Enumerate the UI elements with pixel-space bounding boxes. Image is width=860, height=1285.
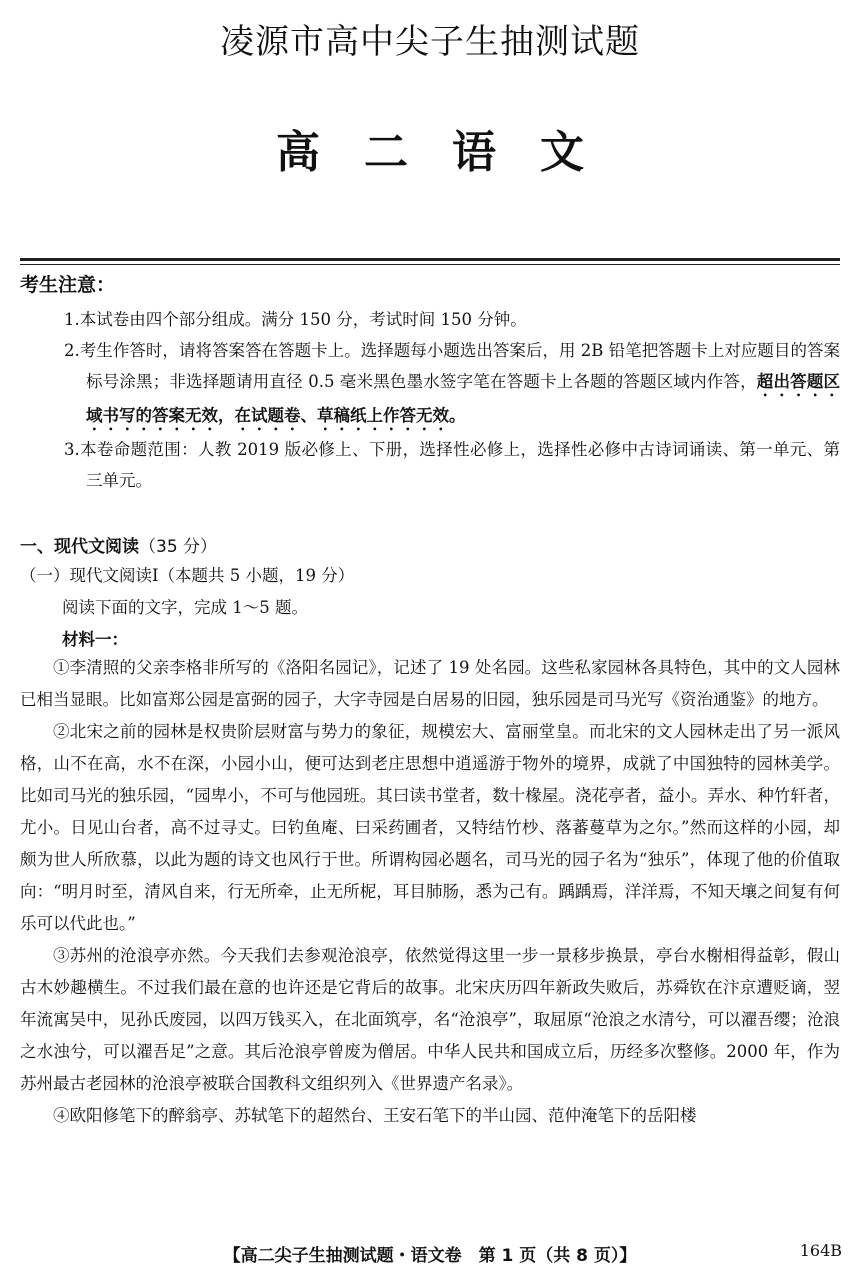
header-divider-thin — [20, 264, 840, 265]
section-heading-score: （35 分） — [139, 537, 218, 557]
reading-instruction: 阅读下面的文字，完成 1～5 题。 — [62, 598, 308, 617]
paragraph-1: ①李清照的父亲李格非所写的《洛阳名园记》，记述了 19 处名园。这些私家园林各具特色，其中的文人园林已相当显眼。比如富郑公园是富弼的园子，大字寺园是白居易的旧园，独乐园是司马光写《资治通鉴》的地方。 — [20, 658, 840, 709]
notice-item-2 — [20, 335, 840, 434]
notice-item-1: 1.本试卷由四个部分组成。满分 150 分，考试时间 150 分钟。 — [64, 310, 527, 329]
material-label: 材料一： — [62, 630, 128, 649]
sub-section-heading: （一）现代文阅读Ⅰ（本题共 5 小题，19 分） — [20, 566, 355, 585]
exam-title: 凌源市高中尖子生抽测试题 — [220, 22, 640, 62]
paper-code: 164B — [799, 1241, 842, 1260]
section-heading-text: 一、现代文阅读 — [20, 537, 139, 557]
notice-item-3: 3.本卷命题范围：人教 2019 版必修上、下册，选择性必修上，选择性必修中古诗词诵读、第一单元、第三单元。 — [64, 440, 840, 490]
notice-title: 考生注意： — [20, 274, 116, 296]
notice-list — [20, 304, 840, 496]
notice-item-2-emphasis: 超出答题区域书写的答案无效，在试题卷、草稿纸上作答无效。 — [86, 372, 841, 425]
footer-label: 【高二尖子生抽测试题・语文卷 第 1 页（共 8 页）】 — [223, 1246, 637, 1266]
paragraph-4: ④欧阳修笔下的醉翁亭、苏轼笔下的超然台、王安石笔下的半山园、范仲淹笔下的岳阳楼 — [53, 1106, 697, 1125]
notice-item-2-text: 2.考生作答时，请将答案答在答题卡上。选择题每小题选出答案后，用 2B 铅笔把答题卡上对应题目的答案标号涂黑；非选择题请用直径 0.5 毫米黑色墨水签字笔在答题卡上各题的答题区域内作答， — [64, 341, 840, 391]
paragraph-3: ③苏州的沧浪亭亦然。今天我们去参观沧浪亭，依然觉得这里一步一景移步换景，亭台水榭相得益彰，假山古木妙趣横生。不过我们最在意的也许还是它背后的故事。北宋庆历四年新政失败后，苏舜钦在汴京遭贬谪，翌年流寓吴中，见孙氏废园，以四万钱买入，在北面筑亭，名“沧浪亭”，取屈原“沧浪之水清兮，可以濯吾缨；沧浪之水浊兮，可以濯吾足”之意。其后沧浪亭曾废为僧居。中华人民共和国成立后，历经多次整修。2000 年，作为苏州最古老园林的沧浪亭被联合国教科文组织列入《世界遗产名录》。 — [20, 946, 840, 1093]
header-divider-thick — [20, 258, 840, 261]
subject-title: 高二语文 — [276, 127, 628, 178]
paragraph-2: ②北宋之前的园林是权贵阶层财富与势力的象征，规模宏大、富丽堂皇。而北宋的文人园林走出了另一派风格，山不在高，水不在深，小园小山，便可达到老庄思想中逍遥游于物外的境界，成就了中国独特的园林美学。比如司马光的独乐园，“园卑小，不可与他园班。其曰读书堂者，数十椽屋。浇花亭者，益小。弄水、种竹轩者，尤小。日见山台者，高不过寻丈。曰钓鱼庵、曰采药圃者，又特结竹杪、落蕃蔓草为之尔。”然而这样的小园，却颇为世人所欣慕，以此为题的诗文也风行于世。所谓构园必题名，司马光的园子名为“独乐”，体现了他的价值取向：“明月时至，清风自来，行无所牵，止无所柅，耳目肺肠，悉为己有。踽踽焉，洋洋焉，不知天壤之间复有何乐可以代此也。” — [20, 722, 840, 933]
section-heading — [20, 532, 217, 557]
reading-passage — [20, 652, 840, 1132]
